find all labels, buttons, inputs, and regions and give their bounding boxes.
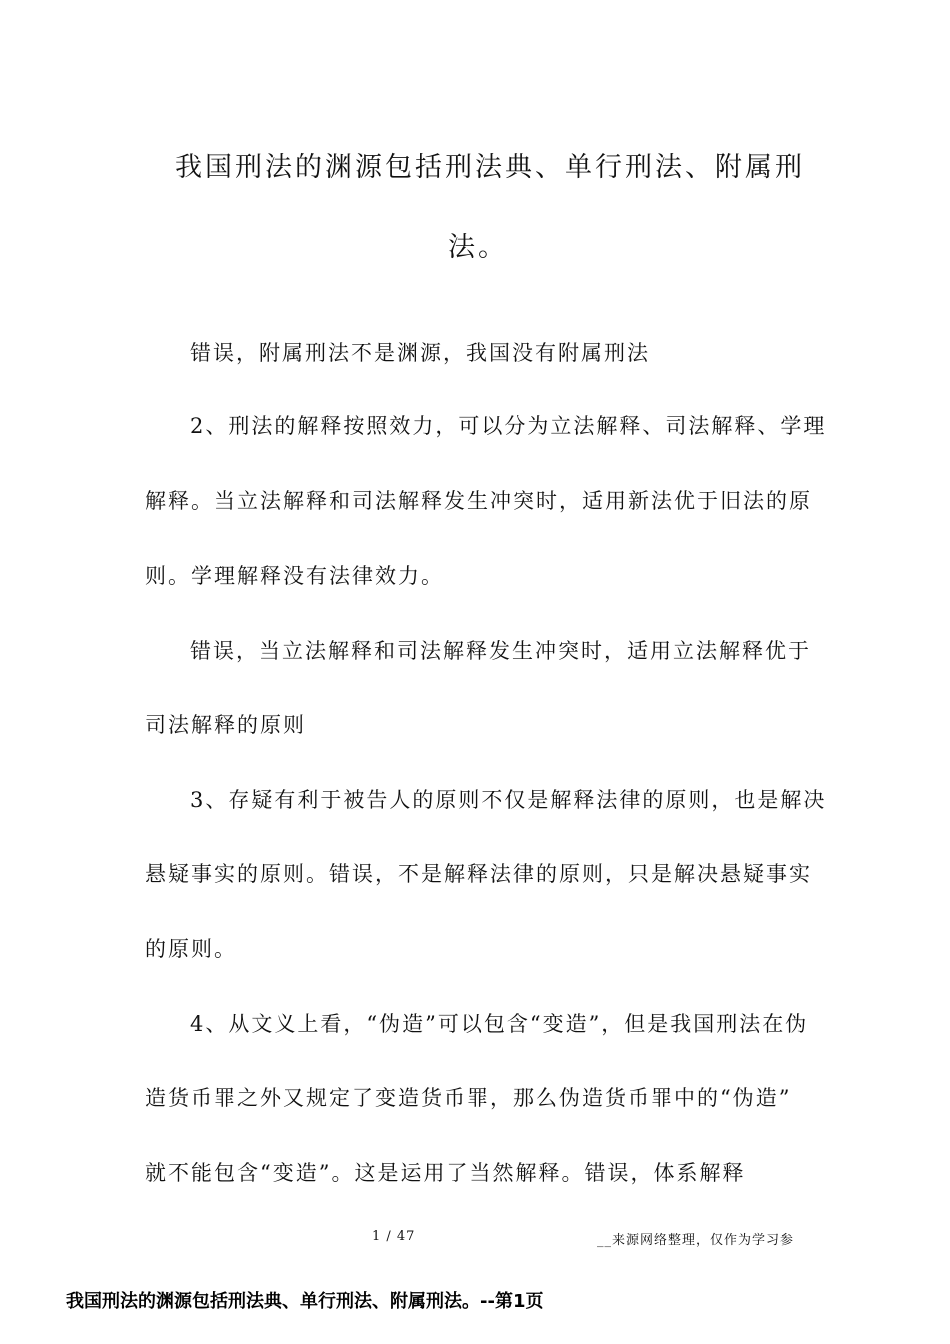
- source-note: __来源网络整理，仅作为学习参: [597, 1233, 795, 1248]
- document-title-line-1: 我国刑法的渊源包括刑法典、单行刑法、附属刑: [175, 152, 805, 183]
- body-line-6: 司法解释的原则: [145, 713, 306, 737]
- page-number: 1 / 47: [372, 1229, 416, 1244]
- body-line-5: 错误，当立法解释和司法解释发生冲突时，适用立法解释优于: [190, 639, 811, 663]
- body-line-11: 造货币罪之外又规定了变造货币罪，那么伪造货币罪中的“伪造”: [145, 1086, 792, 1110]
- body-line-10: 4、从文义上看，“伪造”可以包含“变造”，但是我国刑法在伪: [190, 1012, 809, 1036]
- body-line-7: 3、存疑有利于被告人的原则不仅是解释法律的原则，也是解决: [190, 788, 827, 812]
- document-title-line-2: 法。: [448, 232, 508, 263]
- body-line-9: 的原则。: [145, 937, 237, 961]
- body-line-1: 错误，附属刑法不是渊源，我国没有附属刑法: [190, 341, 650, 365]
- body-line-8: 悬疑事实的原则。错误，不是解释法律的原则，只是解决悬疑事实: [145, 862, 812, 886]
- body-line-12: 就不能包含“变造”。这是运用了当然解释。错误，体系解释: [145, 1161, 746, 1185]
- body-line-3: 解释。当立法解释和司法解释发生冲突时，适用新法优于旧法的原: [145, 489, 812, 513]
- page-caption: 我国刑法的渊源包括刑法典、单行刑法、附属刑法。--第1页: [66, 1291, 544, 1312]
- body-line-2: 2、刑法的解释按照效力，可以分为立法解释、司法解释、学理: [190, 414, 827, 438]
- body-line-4: 则。学理解释没有法律效力。: [145, 564, 444, 588]
